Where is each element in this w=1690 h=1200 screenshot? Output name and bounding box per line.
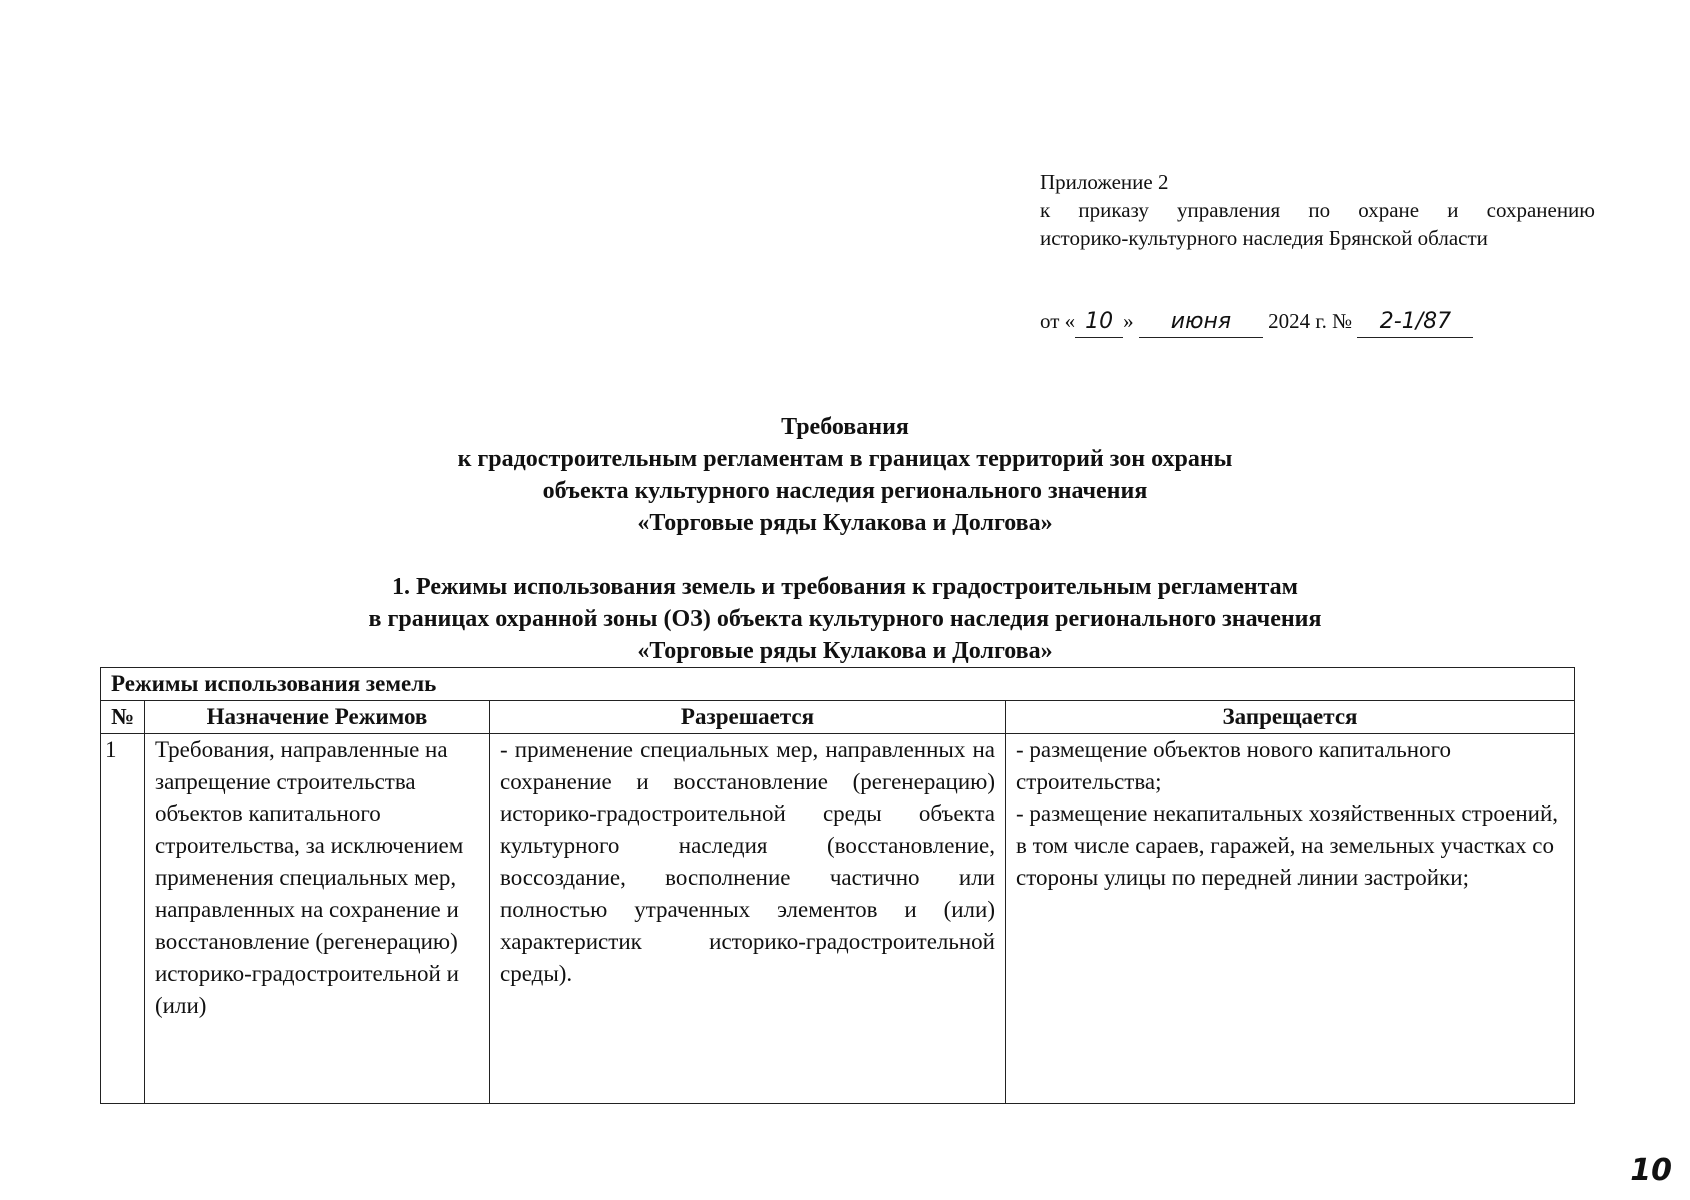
row-num: 1 bbox=[101, 734, 145, 1104]
table-caption: Режимы использования земель bbox=[101, 668, 1575, 701]
title-line-1: Требования bbox=[781, 414, 909, 440]
order-mid: » bbox=[1123, 309, 1134, 333]
header-purpose: Назначение Режимов bbox=[145, 701, 490, 734]
document-title bbox=[0, 411, 1690, 539]
title-line-3: объекта культурного наследия регионального значения bbox=[542, 478, 1148, 504]
order-number: 2-1/87 bbox=[1357, 307, 1473, 338]
table-header-row bbox=[101, 701, 1575, 734]
appendix-label: Приложение 2 bbox=[1040, 170, 1169, 194]
title-line-4: «Торговые ряды Кулакова и Долгова» bbox=[637, 510, 1053, 536]
appendix-line-1: к приказу управления по охране и сохранению bbox=[1040, 198, 1595, 222]
row-forbidden bbox=[1006, 734, 1575, 1104]
table-row bbox=[101, 734, 1575, 1104]
forbidden-item-1: - размещение объектов нового капитального строительства; bbox=[1016, 737, 1451, 794]
row-allowed: - применение специальных мер, направленных на сохранение и восстановление (регенерацию) историко-градостроительной среды объекта культурного наследия (восстановление, воссоздание, восполнение частично или полностью утраченных элементов и (или) характеристик историко-градостроительной среды). bbox=[490, 734, 1006, 1104]
order-prefix: от « bbox=[1040, 309, 1076, 333]
appendix-line-2: историко-культурного наследия Брянской области bbox=[1040, 226, 1488, 250]
appendix-block bbox=[1040, 168, 1595, 252]
section-line-2: в границах охранной зоны (ОЗ) объекта культурного наследия регионального значения bbox=[368, 606, 1322, 632]
forbidden-item-2: - размещение некапитальных хозяйственных строений, в том числе сараев, гаражей, на земельных участках со стороны улицы по передней линии застройки; bbox=[1016, 801, 1559, 890]
order-day: 10 bbox=[1075, 307, 1123, 338]
section-heading bbox=[0, 571, 1690, 667]
land-use-table bbox=[100, 667, 1575, 1104]
order-month: июня bbox=[1139, 307, 1263, 338]
row-purpose: Требования, направленные на запрещение строительства объектов капитального строительства, за исключением применения специальных мер, направленных на сохранение и восстановление (регенерацию) историко-градостроительной и (или) bbox=[145, 734, 490, 1104]
page-number: 10 bbox=[1630, 1153, 1672, 1188]
header-allowed: Разрешается bbox=[490, 701, 1006, 734]
table-caption-row bbox=[101, 668, 1575, 701]
section-line-1: 1. Режимы использования земель и требования к градостроительным регламентам bbox=[391, 574, 1299, 600]
section-line-3: «Торговые ряды Кулакова и Долгова» bbox=[637, 638, 1053, 664]
order-reference bbox=[1040, 303, 1600, 339]
title-line-2: к градостроительным регламентам в границах территорий зон охраны bbox=[457, 446, 1233, 472]
order-year: 2024 г. № bbox=[1268, 309, 1353, 333]
header-forbidden: Запрещается bbox=[1006, 701, 1575, 734]
header-num: № bbox=[101, 701, 145, 734]
